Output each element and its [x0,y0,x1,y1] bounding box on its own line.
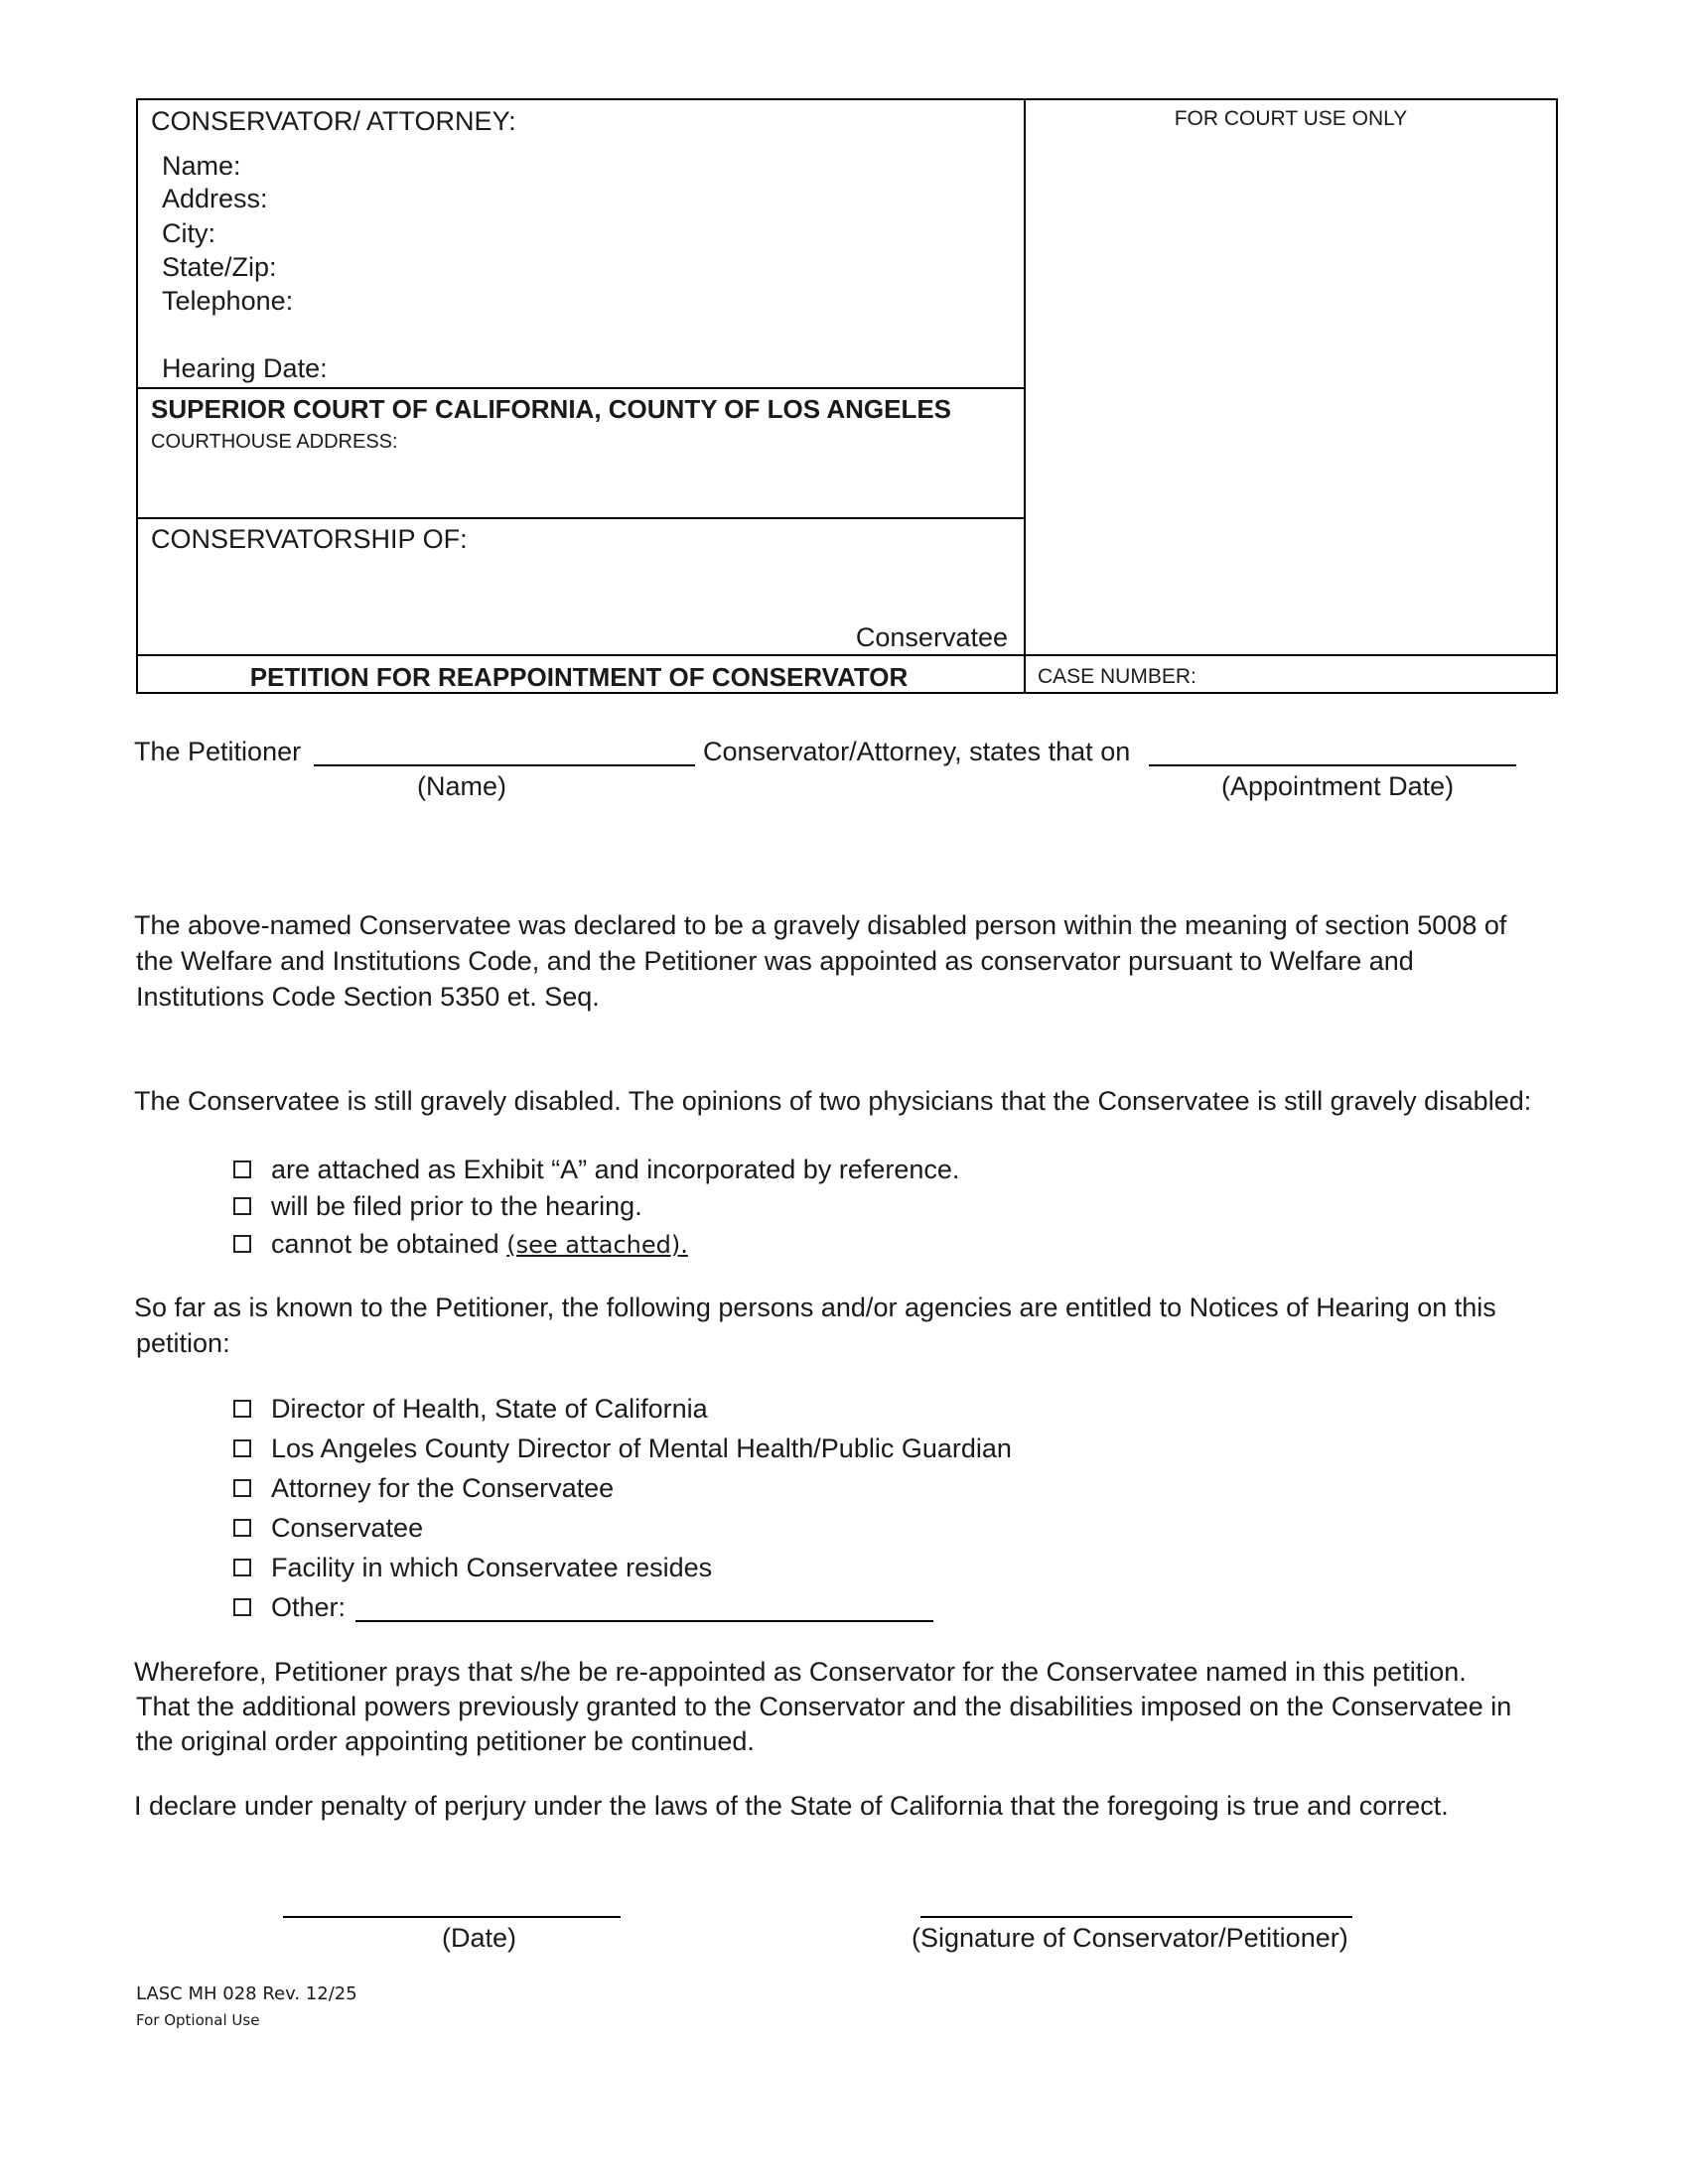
caption-divider-court [138,387,1024,389]
form-id: LASC MH 028 Rev. 12/25 [136,1983,357,2004]
hearing-date-label: Hearing Date: [162,353,328,383]
see-attached-link[interactable]: (see attached). [506,1231,688,1259]
physician-option-checkbox[interactable] [233,1235,251,1253]
name-caption: (Name) [417,771,507,801]
field-telephone-label: Telephone: [162,286,294,316]
physician-option-label [271,1227,688,1263]
petitioner-middle-text: Conservator/Attorney, states that on [703,737,1131,766]
notice-option-label: Director of Health, State of California [271,1394,708,1424]
field-city-label: City: [162,218,215,248]
notice-option-checkbox[interactable] [233,1439,251,1457]
notice-option-label: Facility in which Conservatee resides [271,1553,713,1582]
appointment-date-field[interactable] [1149,764,1516,766]
signature-caption: (Signature of Conservator/Petitioner) [912,1923,1348,1953]
caption-divider-conservatorship [138,517,1024,519]
notice-option-checkbox[interactable] [233,1479,251,1497]
notice-line-2: petition: [136,1328,230,1358]
physician-option-label: will be filed prior to the hearing. [271,1191,642,1221]
notice-option-checkbox[interactable] [233,1559,251,1576]
still-disabled-paragraph: The Conservatee is still gravely disabled. The opinions of two physicians that the Conservatee is still gravely disabled: [134,1086,1532,1116]
declared-line-1: The above-named Conservatee was declared to be a gravely disabled person within the meaning of section 5008 of [134,910,1507,940]
date-signature-line[interactable] [283,1916,621,1918]
declared-line-3: Institutions Code Section 5350 et. Seq. [136,982,600,1012]
conservatee-label: Conservatee [855,622,1008,652]
form-title: PETITION FOR REAPPOINTMENT OF CONSERVATOR [249,662,909,692]
petitioner-signature-line[interactable] [920,1916,1352,1918]
caption-column-divider [1024,100,1026,692]
field-name-label: Name: [162,151,241,181]
field-address-label: Address: [162,184,268,213]
physician-option-checkbox[interactable] [233,1160,251,1178]
petitioner-prefix: The Petitioner [134,737,302,766]
notice-option-checkbox[interactable] [233,1598,251,1616]
courthouse-address-label: COURTHOUSE ADDRESS: [151,431,398,453]
field-state-zip-label: State/Zip: [162,252,277,282]
physician-option-checkbox[interactable] [233,1197,251,1215]
wherefore-line-2: That the additional powers previously granted to the Conservator and the disabilities imposed on the Conservatee in [136,1692,1512,1721]
appointment-date-caption: (Appointment Date) [1221,771,1455,801]
form-usage: For Optional Use [136,2011,260,2029]
notice-option-label: Conservatee [271,1513,424,1543]
declared-line-2: the Welfare and Institutions Code, and the Petitioner was appointed as conservator pursuant to Welfare and [136,946,1414,976]
other-recipient-field[interactable] [355,1620,933,1622]
court-use-label: FOR COURT USE ONLY [1174,107,1408,130]
notice-option-checkbox[interactable] [233,1400,251,1418]
court-name: SUPERIOR COURT OF CALIFORNIA, COUNTY OF LOS ANGELES [151,394,952,424]
date-caption: (Date) [442,1923,517,1953]
conservatorship-of-label: CONSERVATORSHIP OF: [151,524,468,554]
notice-option-label: Other: [271,1592,347,1622]
wherefore-line-1: Wherefore, Petitioner prays that s/he be re-appointed as Conservator for the Conservatee named in this petition. [134,1657,1467,1687]
conservator-attorney-label: CONSERVATOR/ ATTORNEY: [151,106,516,136]
wherefore-line-3: the original order appointing petitioner be continued. [136,1726,755,1756]
case-number-label: CASE NUMBER: [1038,665,1196,688]
notice-line-1: So far as is known to the Petitioner, the following persons and/or agencies are entitled to Notices of Hearing on this [134,1293,1496,1322]
notice-option-label: Los Angeles County Director of Mental Health/Public Guardian [271,1433,1012,1463]
physician-option-label: are attached as Exhibit “A” and incorporated by reference. [271,1155,960,1184]
notice-option-label: Attorney for the Conservatee [271,1473,615,1503]
petitioner-name-field[interactable] [314,764,695,766]
notice-option-checkbox[interactable] [233,1519,251,1537]
cannot-obtain-text: cannot be obtained [271,1229,499,1259]
declaration-text: I declare under penalty of perjury under the laws of the State of California that the foregoing is true and correct. [134,1791,1449,1821]
